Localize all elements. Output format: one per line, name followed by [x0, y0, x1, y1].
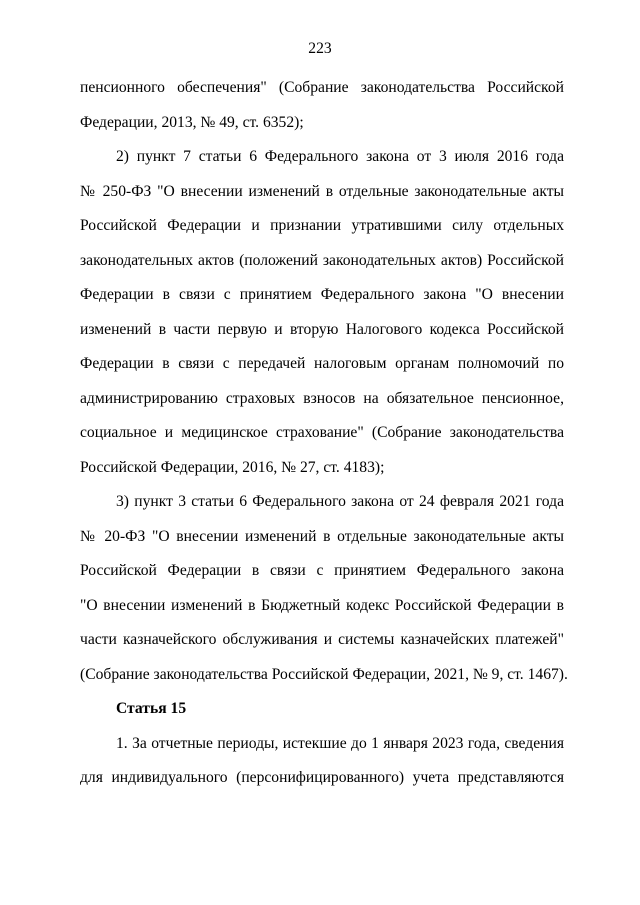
text-line: 1. За отчетные периоды, истекшие до 1 января 2023 года, сведения: [116, 734, 564, 752]
text-line: законодательных актов (положений законодательных актов) Российской: [80, 251, 564, 269]
text-line: Российской Федерации и признании утратившими силу отдельных: [80, 217, 564, 234]
text-line: администрированию страховых взносов на обязательное пенсионное,: [80, 389, 564, 407]
text-line: Федерации в связи с принятием Федерального закона "О внесении: [80, 286, 564, 303]
text-line: части казначейского обслуживания и системы казначейских платежей": [80, 631, 564, 648]
text-line: "О внесении изменений в Бюджетный кодекс Российской Федерации в: [80, 596, 564, 614]
document-body: [80, 78, 568, 803]
text-line: изменений в части первую и вторую Налогового кодекса Российской: [80, 320, 564, 338]
text-line: пенсионного обеспечения" (Собрание законодательства Российской: [80, 79, 564, 96]
text-line: Российской Федерации, 2016, № 27, ст. 4183);: [80, 458, 385, 476]
text-line: (Собрание законодательства Российской Федерации, 2021, № 9, ст. 1467).: [80, 665, 568, 683]
text-line: № 250-ФЗ "О внесении изменений в отдельные законодательные акты: [80, 182, 564, 200]
text-line: для индивидуального (персонифицированного) учета представляются: [80, 769, 564, 786]
text-line: Федерации, 2013, № 49, ст. 6352);: [80, 113, 304, 131]
page-number: 223: [308, 40, 332, 57]
text-line: 2) пункт 7 статьи 6 Федерального закона от 3 июля 2016 года: [116, 148, 564, 165]
article-heading: Статья 15: [116, 700, 187, 717]
text-line: Российской Федерации в связи с принятием Федерального закона: [80, 562, 564, 579]
text-line: социальное и медицинское страхование" (Собрание законодательства: [80, 424, 564, 441]
text-line: 3) пункт 3 статьи 6 Федерального закона от 24 февраля 2021 года: [116, 493, 564, 510]
text-line: № 20-ФЗ "О внесении изменений в отдельные законодательные акты: [80, 527, 564, 545]
text-line: Федерации в связи с передачей налоговым органам полномочий по: [80, 355, 564, 372]
